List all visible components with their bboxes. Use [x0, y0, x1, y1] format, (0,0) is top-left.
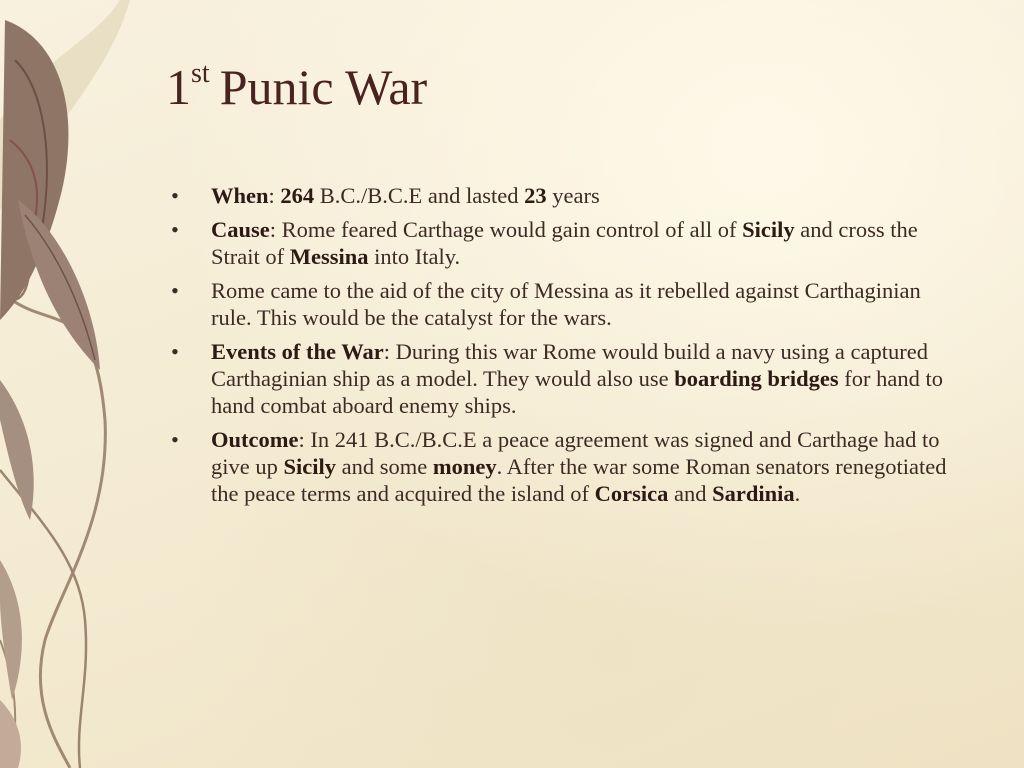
bullet-text: B.C./B.C.E and lasted [314, 183, 525, 208]
highlight-messina: Messina [289, 244, 369, 269]
bullet-cause [165, 216, 965, 270]
leaf-stem-illustration [0, 0, 130, 768]
highlight-corsica: Corsica [594, 481, 669, 506]
bullet-icon: • [171, 427, 179, 452]
bullet-text: years [546, 183, 600, 208]
bullet-text: and [668, 481, 713, 506]
highlight-money: money [432, 454, 497, 479]
label-when: When [211, 183, 269, 208]
highlight-23: 23 [524, 183, 547, 208]
bullet-text: : Rome feared Carthage would gain control of all of [269, 217, 743, 242]
bullet-messina-aid [165, 277, 965, 331]
highlight-sardinia: Sardinia [712, 481, 795, 506]
bullet-icon: • [171, 217, 179, 242]
highlight-boarding-bridges: boarding bridges [674, 366, 839, 391]
bullet-text: . [794, 481, 801, 506]
highlight-264: 264 [280, 183, 315, 208]
slide-title [166, 60, 427, 115]
bullet-list [165, 182, 965, 514]
bullet-text: for hand to hand combat aboard enemy ships. [211, 366, 944, 418]
label-cause: Cause [211, 217, 270, 242]
bullet-text: Rome came to the aid of the city of Messina as it rebelled against Carthaginian rule. This would be the catalyst for the wars. [211, 278, 921, 330]
label-outcome: Outcome [211, 427, 299, 452]
highlight-sicily: Sicily [742, 217, 795, 242]
bullet-text: . After the war some Roman senators renegotiated the peace terms and acquired the island of [211, 454, 947, 506]
bullet-events [165, 338, 965, 419]
bullet-text: : In 241 B.C./B.C.E a peace agreement was signed and Carthage had to give up [211, 427, 940, 479]
bullet-text: : During this war Rome would build a navy using a captured Carthaginian ship as a model. They would also use [211, 339, 928, 391]
title-text: Punic War [219, 59, 428, 115]
bullet-outcome [165, 426, 965, 507]
bullet-when [165, 182, 965, 209]
bullet-text: : [268, 183, 281, 208]
title-number: 1 [166, 59, 191, 115]
bullet-icon: • [171, 278, 179, 303]
title-ordinal-suffix: st [191, 58, 210, 90]
bullet-text: into Italy. [368, 244, 461, 269]
bullet-text: and cross the Strait of [211, 217, 918, 269]
bullet-icon: • [171, 339, 179, 364]
bullet-icon: • [171, 183, 179, 208]
label-events: Events of the War [211, 339, 384, 364]
highlight-sicily: Sicily [283, 454, 337, 479]
bullet-text: and some [336, 454, 433, 479]
